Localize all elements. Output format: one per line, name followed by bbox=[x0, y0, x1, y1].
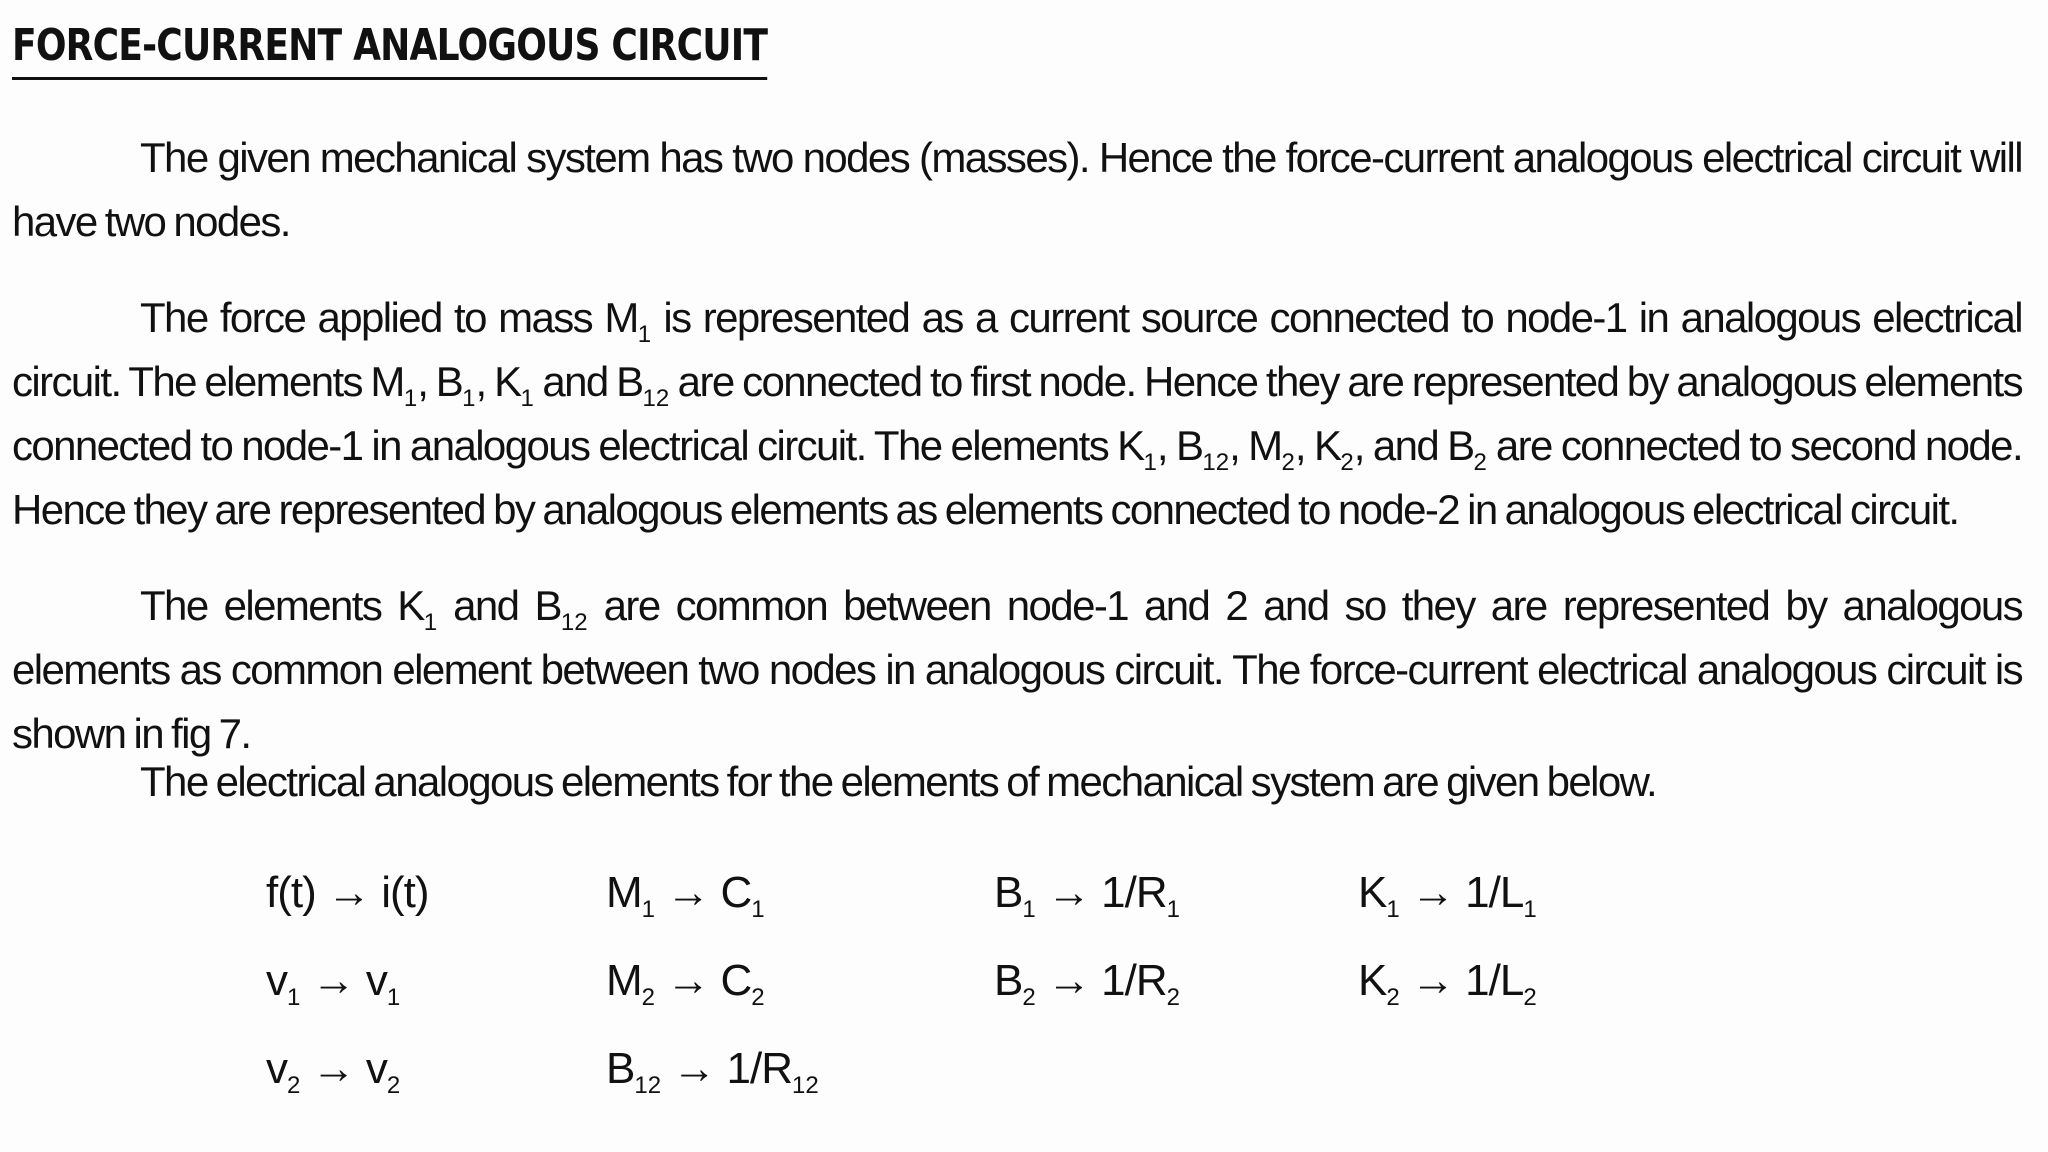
arrow: → bbox=[1035, 868, 1102, 917]
text-run: , K bbox=[1294, 422, 1341, 469]
analogy-lhs: B bbox=[994, 956, 1023, 1005]
subscript: 1 bbox=[1022, 896, 1036, 923]
subscript: 1 bbox=[751, 896, 765, 923]
analogy-m2 bbox=[606, 956, 765, 1011]
analogy-rhs: 1/R bbox=[1101, 868, 1167, 917]
paragraph-common-elements bbox=[12, 574, 2022, 766]
section-heading: FORCE-CURRENT ANALOGOUS CIRCUIT bbox=[12, 20, 767, 80]
text-run: The elements K bbox=[140, 582, 424, 629]
subscript: 12 bbox=[1202, 449, 1230, 476]
analogy-lhs: M bbox=[606, 956, 642, 1005]
text-run: The force applied to mass M bbox=[140, 294, 638, 341]
analogy-v1 bbox=[266, 956, 401, 1011]
subscript: 2 bbox=[1022, 984, 1036, 1011]
subscript: 1 bbox=[403, 385, 418, 412]
analogy-b2 bbox=[994, 956, 1181, 1011]
text-run: , B bbox=[417, 358, 463, 405]
analogy-b12 bbox=[606, 1044, 819, 1099]
analogy-k2 bbox=[1358, 956, 1537, 1011]
arrow: → bbox=[1399, 956, 1466, 1005]
subscript: 2 bbox=[1166, 984, 1181, 1011]
analogy-lhs: v bbox=[266, 956, 287, 1005]
subscript: 2 bbox=[641, 984, 656, 1011]
text-run: and B bbox=[533, 358, 643, 405]
subscript: 12 bbox=[634, 1072, 662, 1099]
arrow: → bbox=[1399, 868, 1466, 917]
analogy-lhs: B bbox=[994, 868, 1023, 917]
subscript: 1 bbox=[1143, 449, 1157, 476]
analogy-rhs: v bbox=[365, 956, 387, 1005]
paragraph-node-elements bbox=[12, 286, 2022, 542]
text-run: and B bbox=[437, 582, 561, 629]
paragraph-nodes bbox=[12, 126, 2022, 254]
arrow: → bbox=[655, 868, 721, 917]
analogy-k1 bbox=[1358, 868, 1537, 923]
subscript: 2 bbox=[386, 1072, 401, 1099]
text-run: , and B bbox=[1353, 422, 1474, 469]
arrow: → bbox=[1035, 956, 1102, 1005]
analogy-lhs: K bbox=[1358, 868, 1387, 917]
subscript: 12 bbox=[642, 385, 670, 412]
paragraph-analogous-intro bbox=[12, 750, 2022, 814]
subscript: 1 bbox=[641, 896, 656, 923]
arrow: → bbox=[300, 956, 366, 1005]
analogy-rhs: 1/L bbox=[1465, 868, 1524, 917]
analogy-lhs: K bbox=[1358, 956, 1387, 1005]
analogy-m1 bbox=[606, 868, 765, 923]
analogy-b1 bbox=[994, 868, 1181, 923]
subscript: 12 bbox=[792, 1072, 819, 1099]
subscript: 2 bbox=[1340, 449, 1354, 476]
arrow: → bbox=[300, 1044, 366, 1093]
arrow: → bbox=[661, 1044, 727, 1093]
analogy-rhs: v bbox=[365, 1044, 387, 1093]
subscript: 1 bbox=[462, 385, 476, 412]
subscript: 2 bbox=[287, 1072, 301, 1099]
text-run: are connected to first node. Hence they are represented by analogous elements connected to node-1 in analogous electrical circuit. The elements K bbox=[12, 358, 2022, 469]
subscript: 2 bbox=[1281, 449, 1295, 476]
text-run: are connected to second node. Hence they are represented by analogous elements as elements connected to node-2 in analogous electrical circuit. bbox=[12, 422, 2023, 533]
text-run: , B bbox=[1156, 422, 1203, 469]
subscript: 1 bbox=[287, 984, 301, 1011]
analogy-rhs: 1/R bbox=[726, 1044, 792, 1093]
subscript: 2 bbox=[751, 984, 765, 1011]
subscript: 1 bbox=[637, 321, 652, 348]
analogy-rhs: C bbox=[720, 956, 752, 1005]
subscript: 2 bbox=[1523, 984, 1537, 1011]
analogy-text: f(t) → i(t) bbox=[266, 868, 429, 917]
analogy-lhs: M bbox=[606, 868, 642, 917]
subscript: 1 bbox=[520, 385, 534, 412]
analogy-lhs: B bbox=[606, 1044, 635, 1093]
text-run: are common between node-1 and 2 and so they are represented by analogous elements as common element between two nodes in analogous circuit. The force-current electrical analogous circuit is shown in fig 7. bbox=[12, 582, 2023, 757]
analogy-lhs: v bbox=[266, 1044, 287, 1093]
text-run: The given mechanical system has two nodes (masses). Hence the force-current analogous electrical circuit will have two nodes. bbox=[12, 134, 2022, 245]
text-run: is represented as a current source connected to node-1 in analogous electrical circuit. The elements M bbox=[12, 294, 2022, 405]
analogy-rhs: 1/L bbox=[1465, 956, 1524, 1005]
subscript: 2 bbox=[1386, 984, 1400, 1011]
subscript: 12 bbox=[560, 609, 588, 636]
text-run: , K bbox=[475, 358, 521, 405]
text-run: The electrical analogous elements for the elements of mechanical system are given below. bbox=[140, 758, 1657, 805]
analogy-force-current bbox=[266, 868, 429, 918]
subscript: 1 bbox=[386, 984, 401, 1011]
analogy-v2 bbox=[266, 1044, 401, 1099]
text-run: , M bbox=[1229, 422, 1282, 469]
subscript: 1 bbox=[1523, 896, 1537, 923]
subscript: 1 bbox=[423, 609, 438, 636]
analogy-rhs: 1/R bbox=[1101, 956, 1167, 1005]
analogy-rhs: C bbox=[720, 868, 752, 917]
arrow: → bbox=[655, 956, 721, 1005]
subscript: 1 bbox=[1386, 896, 1400, 923]
analogy-table bbox=[0, 858, 2048, 1148]
subscript: 2 bbox=[1473, 449, 1487, 476]
subscript: 1 bbox=[1166, 896, 1181, 923]
